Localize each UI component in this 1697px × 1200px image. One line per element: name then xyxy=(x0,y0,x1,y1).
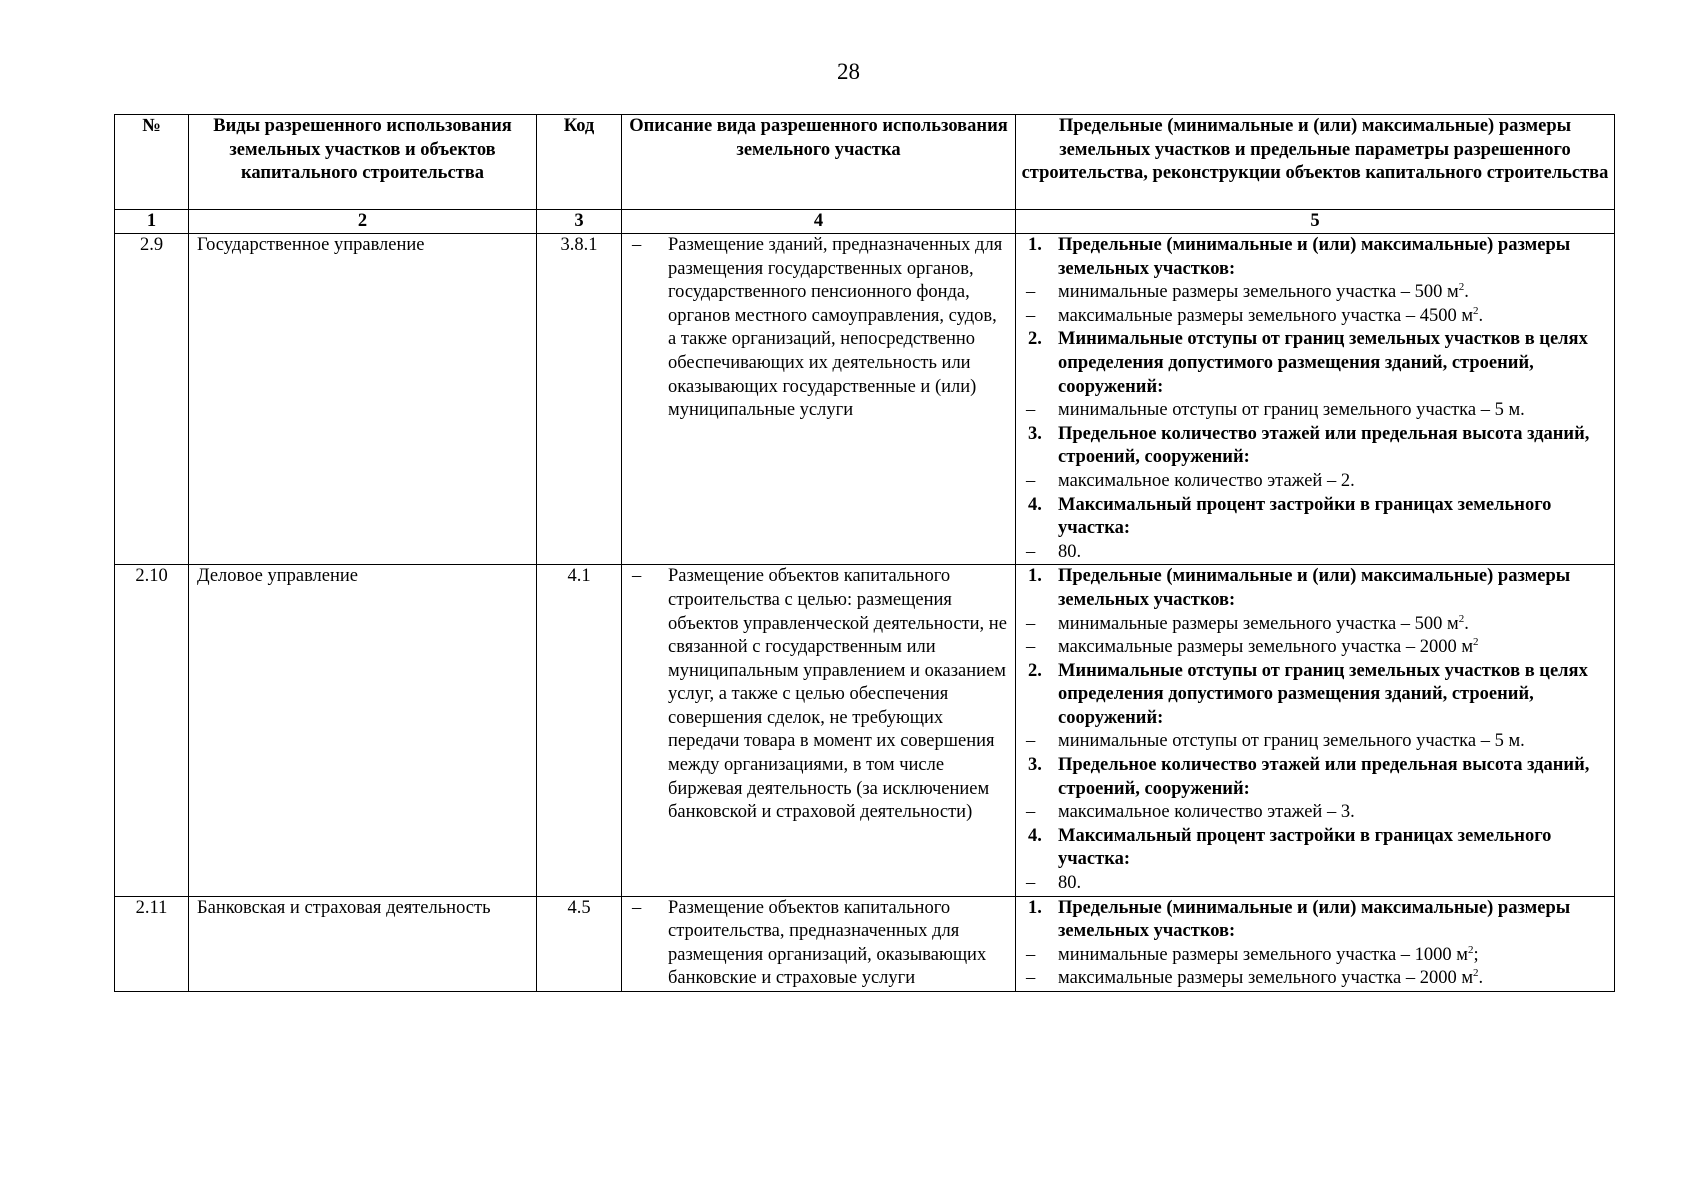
header-number: № xyxy=(115,115,189,210)
list-dash: – xyxy=(1026,944,1036,965)
param-heading xyxy=(1026,660,1608,731)
list-dash: – xyxy=(1026,400,1036,421)
param-number: 1. xyxy=(1028,566,1042,587)
param-number: 3. xyxy=(1028,755,1042,776)
param-value-text: 80. xyxy=(1058,541,1082,562)
param-value xyxy=(1026,470,1608,494)
param-number: 2. xyxy=(1028,329,1042,350)
param-number: 1. xyxy=(1028,235,1042,255)
column-number: 2 xyxy=(189,210,537,234)
list-dash: – xyxy=(1026,637,1036,658)
param-number: 1. xyxy=(1028,897,1042,918)
use-description xyxy=(622,896,1016,991)
param-value xyxy=(1026,636,1608,660)
param-value-text: минимальные размеры земельного участка – 500 $м^2$. xyxy=(1058,281,1469,303)
param-heading xyxy=(1026,565,1608,612)
row-number: 2.11 xyxy=(115,896,189,991)
param-number: 2. xyxy=(1028,660,1042,681)
param-heading-text: Предельное количество этажей или предельная высота зданий, строений, сооружений: xyxy=(1058,755,1590,799)
param-value-text: максимальные размеры земельного участка – 4500 $м^2$. xyxy=(1058,304,1484,326)
param-heading-text: Минимальные отступы от границ земельных участков в целях определения допустимого размещения зданий, строений, сооружений: xyxy=(1058,660,1588,728)
param-heading-text: Минимальные отступы от границ земельных участков в целях определения допустимого размещения зданий, строений, сооружений: xyxy=(1058,329,1588,397)
param-heading-text: Предельное количество этажей или предельная высота зданий, строений, сооружений: xyxy=(1058,423,1590,468)
row-number: 2.10 xyxy=(115,565,189,896)
column-number: 3 xyxy=(537,210,622,234)
list-dash: – xyxy=(1026,968,1036,989)
use-type-name: Деловое управление xyxy=(189,565,537,896)
description-text: Размещение объектов капитального строительства с целью: размещения объектов управленческой деятельности, не связанной с государственным или муниципальным управлением и оказанием услуг, а также с целью обеспечения совершения сделок, не требующих передачи товара в момент их совершения между организациями, в том числе биржевая деятельность (за исключением банковской и страховой деятельности) xyxy=(668,566,1007,823)
use-description xyxy=(622,565,1016,896)
list-dash: – xyxy=(1026,802,1036,823)
param-value xyxy=(1026,613,1608,637)
param-number: 3. xyxy=(1028,423,1042,444)
header-use-types: Виды разрешенного использования земельных участков и объектов капитального строительства xyxy=(189,115,537,210)
use-type-name: Банковская и страховая деятельность xyxy=(189,896,537,991)
column-number: 1 xyxy=(115,210,189,234)
param-value-text: максимальные размеры земельного участка – 2000 $м^2$. xyxy=(1058,967,1484,989)
param-heading-text: Максимальный процент застройки в границах земельного участка: xyxy=(1058,494,1552,539)
param-value-text: 80. xyxy=(1058,873,1082,894)
param-value-text: минимальные размеры земельного участка – 1000 $м^2$; xyxy=(1058,943,1479,965)
column-numbers-row xyxy=(115,210,1615,234)
table-header-row xyxy=(115,115,1615,210)
header-code: Код xyxy=(537,115,622,210)
param-value xyxy=(1026,281,1608,305)
use-description xyxy=(622,234,1016,565)
parameters-cell xyxy=(1016,896,1615,991)
use-code: 3.8.1 xyxy=(537,234,622,565)
param-heading xyxy=(1026,234,1608,281)
param-value-text: минимальные отступы от границ земельного участка – 5 м. xyxy=(1058,731,1525,752)
param-heading xyxy=(1026,423,1608,470)
table-row xyxy=(115,565,1615,896)
header-parameters: Предельные (минимальные и (или) максимальные) размеры земельных участков и предельные параметры разрешенного строительства, реконструкции объектов капитального строительства xyxy=(1016,115,1615,210)
param-heading xyxy=(1026,897,1608,944)
param-heading-text: Предельные (минимальные и (или) максимальные) размеры земельных участков: xyxy=(1058,897,1571,942)
list-dash: – xyxy=(1026,470,1036,491)
land-use-table xyxy=(114,114,1615,992)
parameters-cell xyxy=(1016,565,1615,896)
use-code: 4.1 xyxy=(537,565,622,896)
header-description: Описание вида разрешенного использования земельного участка xyxy=(622,115,1016,210)
use-type-name: Государственное управление xyxy=(189,234,537,565)
param-heading xyxy=(1026,494,1608,541)
param-value-text: максимальное количество этажей – 2. xyxy=(1058,470,1355,491)
param-heading xyxy=(1026,825,1608,872)
param-value-text: максимальные размеры земельного участка – 2000 $м^2$ xyxy=(1058,635,1479,658)
page-number: 28 xyxy=(837,59,860,84)
list-dash: – xyxy=(1026,873,1036,894)
column-number: 4 xyxy=(622,210,1016,234)
list-dash: – xyxy=(1026,541,1036,562)
column-number: 5 xyxy=(1016,210,1615,234)
param-value xyxy=(1026,730,1608,754)
param-value-text: минимальные размеры земельного участка – 500 $м^2$. xyxy=(1058,612,1469,634)
list-dash: – xyxy=(1026,305,1036,326)
param-value xyxy=(1026,872,1608,896)
list-dash: – xyxy=(632,566,642,587)
use-code: 4.5 xyxy=(537,896,622,991)
param-number: 4. xyxy=(1028,494,1042,515)
param-heading-text: Максимальный процент застройки в границах земельного участка: xyxy=(1058,825,1552,870)
param-value-text: минимальные отступы от границ земельного участка – 5 м. xyxy=(1058,400,1525,421)
param-heading xyxy=(1026,328,1608,399)
list-dash: – xyxy=(1026,282,1036,303)
param-value xyxy=(1026,944,1608,968)
description-text: Размещение зданий, предназначенных для размещения государственных органов, государственного пенсионного фонда, органов местного самоуправления, судов, а также организаций, непосредственно обеспечивающих их деятельность или оказывающих государственные и (или) муниципальные услуги xyxy=(668,235,1003,421)
list-dash: – xyxy=(632,235,642,255)
param-value xyxy=(1026,305,1608,329)
table-row xyxy=(115,234,1615,565)
list-dash: – xyxy=(1026,613,1036,634)
param-value xyxy=(1026,399,1608,423)
param-heading-text: Предельные (минимальные и (или) максимальные) размеры земельных участков: xyxy=(1058,235,1571,279)
param-heading-text: Предельные (минимальные и (или) максимальные) размеры земельных участков: xyxy=(1058,566,1571,610)
table-row xyxy=(115,896,1615,991)
parameters-cell xyxy=(1016,234,1615,565)
param-heading xyxy=(1026,754,1608,801)
list-dash: – xyxy=(632,897,642,918)
param-value xyxy=(1026,801,1608,825)
description-text: Размещение объектов капитального строительства, предназначенных для размещения организаций, оказывающих банковские и страховые услуги xyxy=(668,897,987,989)
param-number: 4. xyxy=(1028,825,1042,846)
param-value xyxy=(1026,967,1608,991)
param-value-text: максимальное количество этажей – 3. xyxy=(1058,802,1355,823)
list-dash: – xyxy=(1026,731,1036,752)
param-value xyxy=(1026,541,1608,565)
row-number: 2.9 xyxy=(115,234,189,565)
